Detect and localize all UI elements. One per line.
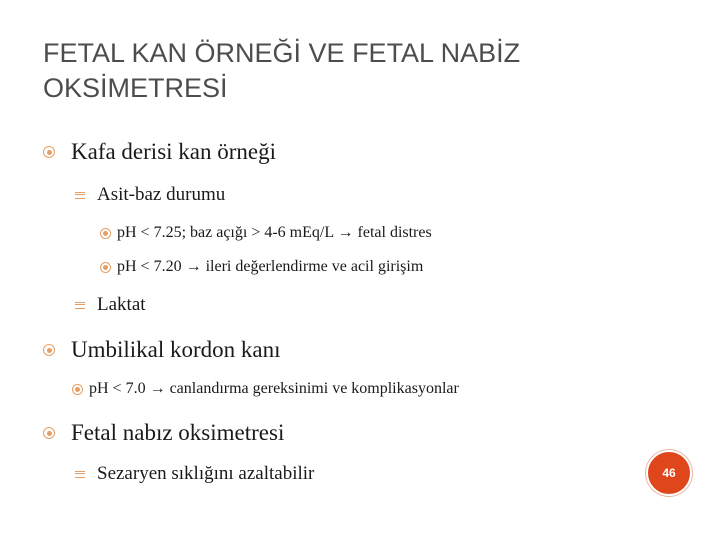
bullet-text: pH < 7.0 → canlandırma gereksinimi ve komplikasyonlar — [89, 380, 459, 397]
bullet-lines-icon — [75, 192, 85, 199]
bullet-circle-icon — [100, 262, 111, 273]
bullet-text: Laktat — [97, 294, 146, 315]
slide-title: FETAL KAN ÖRNEĞİ VE FETAL NABİZ OKSİMETRESİ — [43, 38, 521, 103]
bullet-level2 — [75, 184, 225, 206]
bullet-level3 — [100, 258, 423, 276]
bullet-text: Umbilikal kordon kanı — [71, 337, 281, 362]
bullet-text: Sezaryen sıklığını azaltabilir — [97, 463, 315, 484]
bullet-text: pH < 7.20 → ileri değerlendirme ve acil girişim — [117, 258, 424, 275]
bullet-level1 — [43, 139, 276, 165]
bullet-circle-icon — [100, 228, 111, 239]
bullet-text: Fetal nabız oksimetresi — [71, 420, 285, 445]
bullet-lines-icon — [75, 302, 85, 309]
bullet-circle-icon — [43, 344, 55, 356]
bullet-level2 — [75, 294, 146, 316]
bullet-level2 — [75, 463, 314, 485]
page-number-badge: 46 — [646, 450, 692, 496]
bullet-text: Kafa derisi kan örneği — [71, 139, 277, 164]
bullet-circle-icon — [43, 427, 55, 439]
bullet-level1 — [43, 420, 284, 446]
bullet-level2 — [72, 380, 459, 398]
bullet-level3 — [100, 224, 432, 242]
bullet-text: pH < 7.25; baz açığı > 4-6 mEq/L → fetal distres — [117, 224, 432, 241]
bullet-lines-icon — [75, 471, 85, 478]
bullet-circle-icon — [43, 146, 55, 158]
bullet-circle-icon — [72, 384, 83, 395]
bullet-level1 — [43, 337, 281, 363]
bullet-text: Asit-baz durumu — [97, 184, 226, 205]
